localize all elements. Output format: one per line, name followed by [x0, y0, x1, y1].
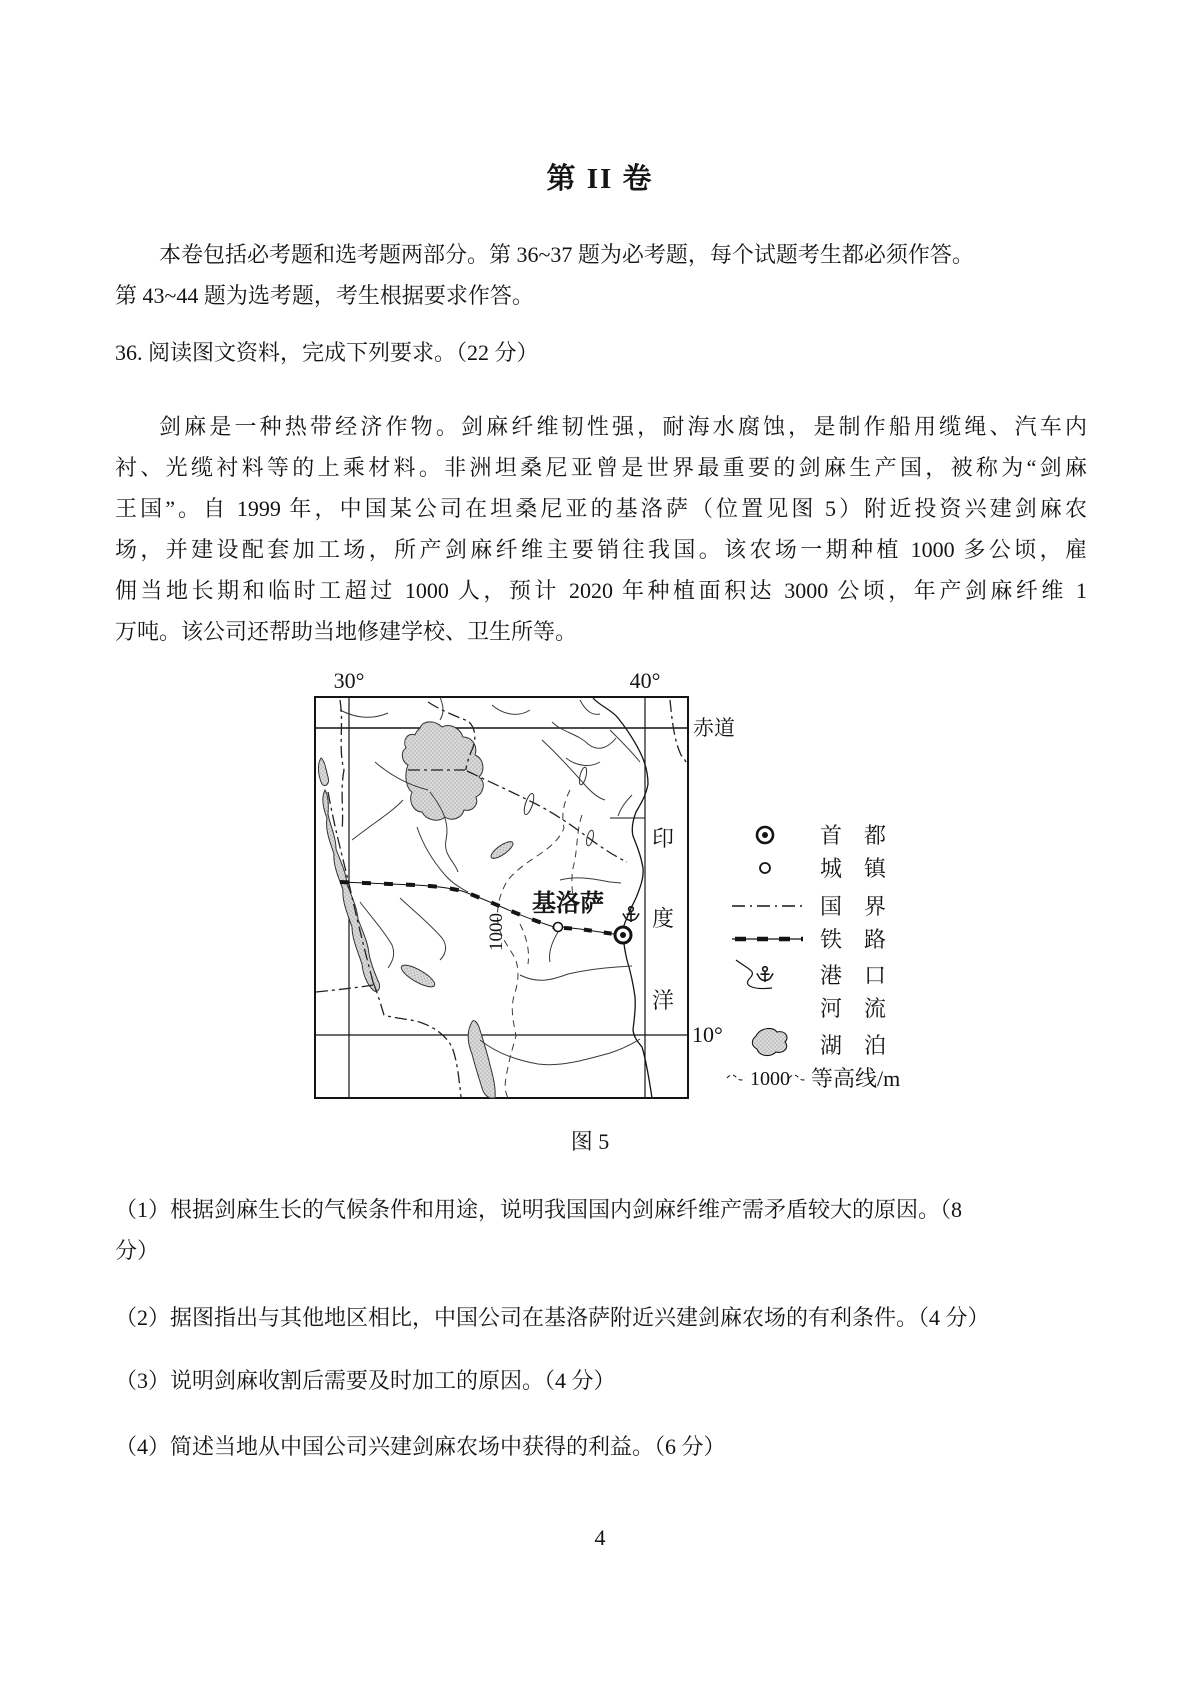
lake-symbol — [752, 1029, 787, 1056]
capital-dar-marker — [615, 927, 631, 943]
legend-label: 首 都 — [820, 823, 887, 848]
lake-eyasi — [489, 839, 515, 861]
intro-line: 本卷包括必考题和选考题两部分。第 36~37 题为必考题，每个试题考生都必须作答。 — [159, 242, 974, 267]
town-symbol — [760, 863, 770, 873]
page-number: 4 — [594, 1525, 606, 1550]
passage-line: 佣当地长期和临时工超过 1000 人，预计 2020 年种植面积达 3000 公顷，年产剑麻纤维 1 — [115, 578, 1087, 603]
question-line: （1）根据剑麻生长的气候条件和用途，说明我国国内剑麻纤维产需矛盾较大的原因。（8 — [115, 1197, 963, 1222]
question-36-passage — [115, 406, 1087, 652]
meridian-40-label: 40° — [629, 668, 661, 693]
national-boundaries — [316, 700, 687, 1097]
lake-rukwa — [399, 961, 438, 990]
legend-contour-value: 1000 — [750, 1068, 790, 1090]
lake-kivu — [318, 758, 328, 786]
intro-line: 第 43~44 题为选考题，考生根据要求作答。 — [115, 283, 534, 308]
figure-caption: 图 5 — [570, 1129, 610, 1154]
city-kilosa-label: 基洛萨 — [532, 891, 604, 917]
town-kilosa-marker — [554, 923, 563, 932]
ocean-label-char: 度 — [651, 906, 675, 931]
intro-paragraph — [115, 234, 1087, 316]
passage-line: 万吨。该公司还帮助当地修建学校、卫生所等。 — [115, 619, 578, 644]
legend-label: 港 口 — [820, 963, 887, 988]
lake-victoria — [402, 722, 483, 820]
meridian-30-label: 30° — [333, 668, 365, 693]
legend-label: 国 界 — [820, 894, 887, 919]
sub-question-1 — [115, 1189, 1100, 1271]
port-symbol — [757, 967, 773, 982]
map-legend — [727, 823, 900, 1091]
ocean-label-char: 印 — [651, 826, 675, 851]
equator-label: 赤道 — [693, 716, 735, 740]
sub-question-2 — [115, 1297, 1100, 1338]
island-zanzibar — [585, 830, 595, 847]
question-line: （2）据图指出与其他地区相比，中国公司在基洛萨附近兴建剑麻农场的有利条件。（4 分） — [115, 1305, 990, 1330]
passage-line: 场，并建设配套加工场，所产剑麻纤维主要销往我国。该农场一期种植 1000 多公顷，雇 — [115, 537, 1087, 562]
map-frame — [315, 697, 688, 1098]
question-36-heading: 36. 阅读图文资料，完成下列要求。（22 分） — [115, 340, 539, 365]
page-title: 第 II 卷 — [546, 163, 654, 195]
passage-line: 王国”。自 1999 年，中国某公司在坦桑尼亚的基洛萨（位置见图 5）附近投资兴建剑麻农 — [115, 496, 1087, 521]
sub-question-3 — [115, 1360, 1100, 1401]
contour-lines — [497, 790, 582, 1098]
legend-label: 铁 路 — [820, 927, 887, 952]
passage-line: 衬、光缆衬料等的上乘材料。非洲坦桑尼亚曾是世界最重要的剑麻生产国，被称为“剑麻 — [115, 455, 1087, 480]
ocean-label-char: 洋 — [651, 988, 675, 1013]
question-line: （4）简述当地从中国公司兴建剑麻农场中获得的利益。（6 分） — [115, 1434, 726, 1459]
contour-1000-label: 1000 — [486, 913, 507, 951]
figure-map-tanzania — [280, 640, 940, 1110]
sub-question-4 — [115, 1426, 1100, 1467]
rivers — [340, 697, 640, 1065]
question-line: 分） — [115, 1238, 160, 1263]
question-line: （3）说明剑麻收割后需要及时加工的原因。（4 分） — [115, 1368, 616, 1393]
legend-label: 等高线/m — [811, 1066, 901, 1091]
parallel-10-label: 10° — [692, 1022, 723, 1047]
legend-label: 城 镇 — [820, 856, 887, 881]
lake-manyara — [522, 792, 535, 815]
lake-malawi — [468, 1021, 495, 1098]
contour-symbol — [727, 1075, 745, 1080]
legend-label: 湖 泊 — [820, 1033, 887, 1058]
legend-label: 河 流 — [820, 996, 887, 1021]
passage-line: 剑麻是一种热带经济作物。剑麻纤维韧性强，耐海水腐蚀，是制作船用缆绳、汽车内 — [159, 414, 1087, 439]
